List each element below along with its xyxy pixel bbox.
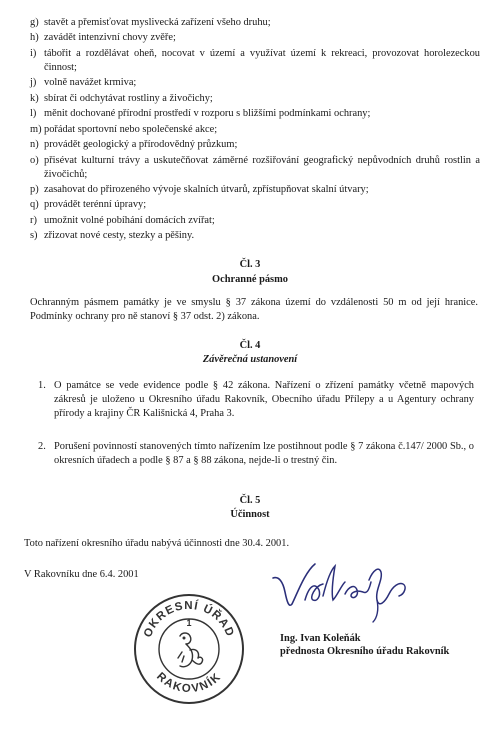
article3-text: Ochranným pásmem památky je ve smyslu § 37 zákona území do vzdálenosti 50 m od její hranice. Podmínky ochrany pro ně stanoví § 37 odst. 2) zákona. <box>30 297 478 323</box>
article5-text: Toto nařízení okresního úřadu nabývá účinnosti dne 30.4. 2001. <box>24 538 290 549</box>
signatory-block <box>280 632 495 658</box>
signatory-name: Ing. Ivan Koleňák <box>280 633 361 644</box>
official-stamp <box>132 592 246 706</box>
stamp-bottom-text: RAKOVNÍK <box>154 670 224 696</box>
final-provisions-list <box>38 379 474 421</box>
article5-title: Účinnost <box>230 509 270 520</box>
prohibitions-list <box>30 16 480 245</box>
list-item: 2. Porušení povinností stanovených tímto nařízením lze postihnout podle § 7 zákona č.147/ 2000 Sb., o okresních úřadech a podle § 87 a § 88 zákona, nejde-li o trestný čin. <box>38 441 474 467</box>
stamp-top-text: OKRESNÍ ÚŘAD <box>141 599 237 640</box>
list-item: s) zřizovat nové cesty, stezky a pěšiny. <box>30 230 195 242</box>
list-item: k) sbírat či odchytávat rostliny a živočichy; <box>30 92 213 104</box>
list-item: o) přisévat kulturní trávy a uskutečňovat záměrné rozšiřování geografický nepůvodních druhů rostlin a živočichů; <box>30 154 480 180</box>
list-item: p) zasahovat do přirozeného vývoje skalních útvarů, zpřístupňovat skalní útvary; <box>30 184 369 196</box>
svg-text:RAKOVNÍK <box>154 671 224 696</box>
lion-emblem-icon <box>178 633 203 667</box>
article4-number: Čl. 4 <box>239 340 261 351</box>
list-item: h) zavádět intenzivní chovy zvěře; <box>30 32 176 44</box>
article5-number: Čl. 5 <box>239 495 261 506</box>
list-item: q) provádět terénní úpravy; <box>30 199 147 211</box>
signatory-role: přednosta Okresního úřadu Rakovník <box>280 646 450 657</box>
final-provisions-list-2 <box>38 440 474 468</box>
handwritten-signature <box>265 556 435 626</box>
list-item: g) stavět a přemisťovat myslivecká zařízení všeho druhu; <box>30 17 271 28</box>
article3-number: Čl. 3 <box>239 259 261 270</box>
list-item: m) pořádat sportovní nebo společenské akce; <box>30 123 218 135</box>
list-item: 1. O památce se vede evidence podle § 42 zákona. Nařízení o zřízení památky včetně mapových zákresů je uloženo u Okresního úřadu Rakovník, Obecního úřadu Přílepy a u Agentury ochrany přírody a krajiny ČR Kališnická 4, Praha 3. <box>38 380 474 420</box>
article4-title: Závěrečná ustanovení <box>202 354 298 365</box>
place-date: V Rakovníku dne 6.4. 2001 <box>24 569 139 580</box>
list-item: i) tábořit a rozdělávat oheň, nocovat v území a využívat území k rekreaci, provozovat horolezeckou činnost; <box>30 47 480 73</box>
stamp-number: 1 <box>186 618 192 628</box>
list-item: j) volně navážet krmiva; <box>30 77 137 89</box>
list-item: l) měnit dochované přírodní prostředí v rozporu s bližšími podmínkami ochrany; <box>30 108 371 120</box>
list-item: n) provádět geologický a přírodovědný průzkum; <box>30 139 238 151</box>
list-item: r) umožnit volné pobíhání domácích zvířat; <box>30 214 215 226</box>
article3-title: Ochranné pásmo <box>212 274 288 285</box>
